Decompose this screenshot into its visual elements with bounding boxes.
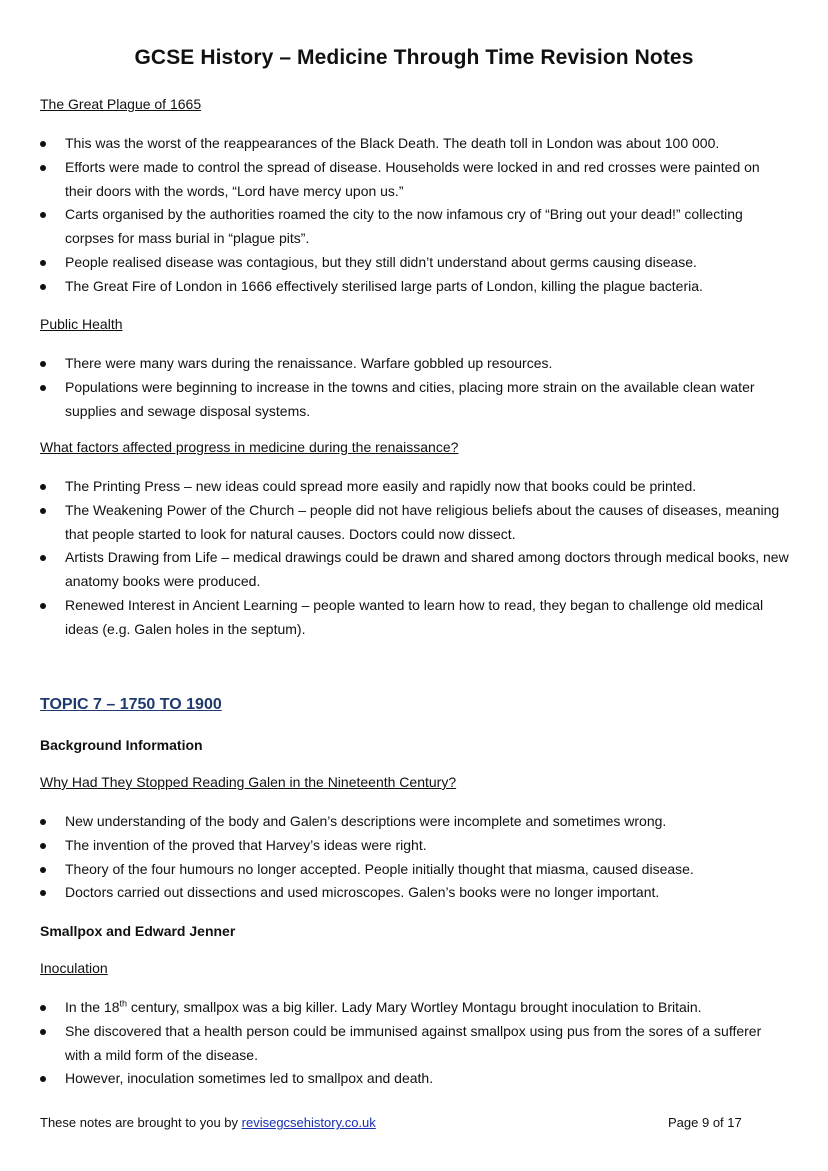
list-item: Efforts were made to control the spread of disease. Households were locked in and red crosses were painted on their doors with the words, “Lord have mercy upon us.”	[0, 156, 790, 204]
galen-list	[0, 810, 790, 905]
public-health-list	[0, 352, 790, 423]
footer-website-link[interactable]: revisegcsehistory.co.uk	[241, 1115, 376, 1130]
page-title: GCSE History – Medicine Through Time Revision Notes	[134, 46, 694, 69]
list-item: Artists Drawing from Life – medical drawings could be drawn and shared among doctors through medical books, new anatomy books were produced.	[0, 546, 790, 594]
inoculation-item-text-end: century, smallpox was a big killer. Lady Mary Wortley Montagu brought inoculation to Britain.	[127, 999, 702, 1015]
list-item: New understanding of the body and Galen’s descriptions were incomplete and sometimes wrong.	[0, 810, 790, 834]
factors-list	[0, 475, 790, 642]
ordinal-suffix: th	[119, 998, 128, 1009]
list-item: The Great Fire of London in 1666 effectively sterilised large parts of London, killing the plague bacteria.	[0, 275, 790, 299]
list-item: There were many wars during the renaissance. Warfare gobbled up resources.	[0, 352, 790, 376]
inoculation-list	[0, 996, 790, 1091]
topic-heading: TOPIC 7 – 1750 TO 1900	[40, 696, 222, 713]
list-item: The Weakening Power of the Church – people did not have religious beliefs about the causes of diseases, meaning that people started to look for natural causes. Doctors could now dissect.	[0, 499, 790, 547]
list-item: This was the worst of the reappearances of the Black Death. The death toll in London was about 100 000.	[0, 132, 790, 156]
list-item: Doctors carried out dissections and used microscopes. Galen’s books were no longer important.	[0, 881, 790, 905]
list-item: However, inoculation sometimes led to smallpox and death.	[0, 1067, 790, 1091]
section-heading-inoculation: Inoculation	[40, 960, 108, 976]
list-item: Carts organised by the authorities roamed the city to the now infamous cry of “Bring out your dead!” collecting corpses for mass burial in “plague pits”.	[0, 203, 790, 251]
list-item: Populations were beginning to increase in the towns and cities, placing more strain on the available clean water supplies and sewage disposal systems.	[0, 376, 790, 424]
section-heading-background: Background Information	[40, 737, 203, 753]
list-item: People realised disease was contagious, but they still didn’t understand about germs causing disease.	[0, 251, 790, 275]
inoculation-item-text-start: In the 18	[65, 999, 120, 1015]
list-item: Renewed Interest in Ancient Learning – people wanted to learn how to read, they began to challenge old medical ideas (e.g. Galen holes in the septum).	[0, 594, 790, 642]
section-heading-great-plague: The Great Plague of 1665	[40, 96, 202, 112]
section-heading-public-health: Public Health	[40, 316, 123, 332]
footer-credit	[40, 1115, 376, 1130]
list-item	[0, 996, 790, 1020]
page-number: Page 9 of 17	[668, 1115, 742, 1130]
footer-text: These notes are brought to you by	[40, 1115, 242, 1130]
plague-list	[0, 132, 790, 299]
list-item: Theory of the four humours no longer accepted. People initially thought that miasma, caused disease.	[0, 858, 790, 882]
section-heading-smallpox: Smallpox and Edward Jenner	[40, 923, 236, 939]
list-item: The Printing Press – new ideas could spread more easily and rapidly now that books could be printed.	[0, 475, 790, 499]
list-item: The invention of the proved that Harvey’s ideas were right.	[0, 834, 790, 858]
list-item: She discovered that a health person could be immunised against smallpox using pus from the sores of a sufferer with a mild form of the disease.	[0, 1020, 790, 1068]
section-heading-factors: What factors affected progress in medicine during the renaissance?	[40, 439, 459, 455]
section-heading-galen: Why Had They Stopped Reading Galen in the Nineteenth Century?	[40, 774, 457, 790]
